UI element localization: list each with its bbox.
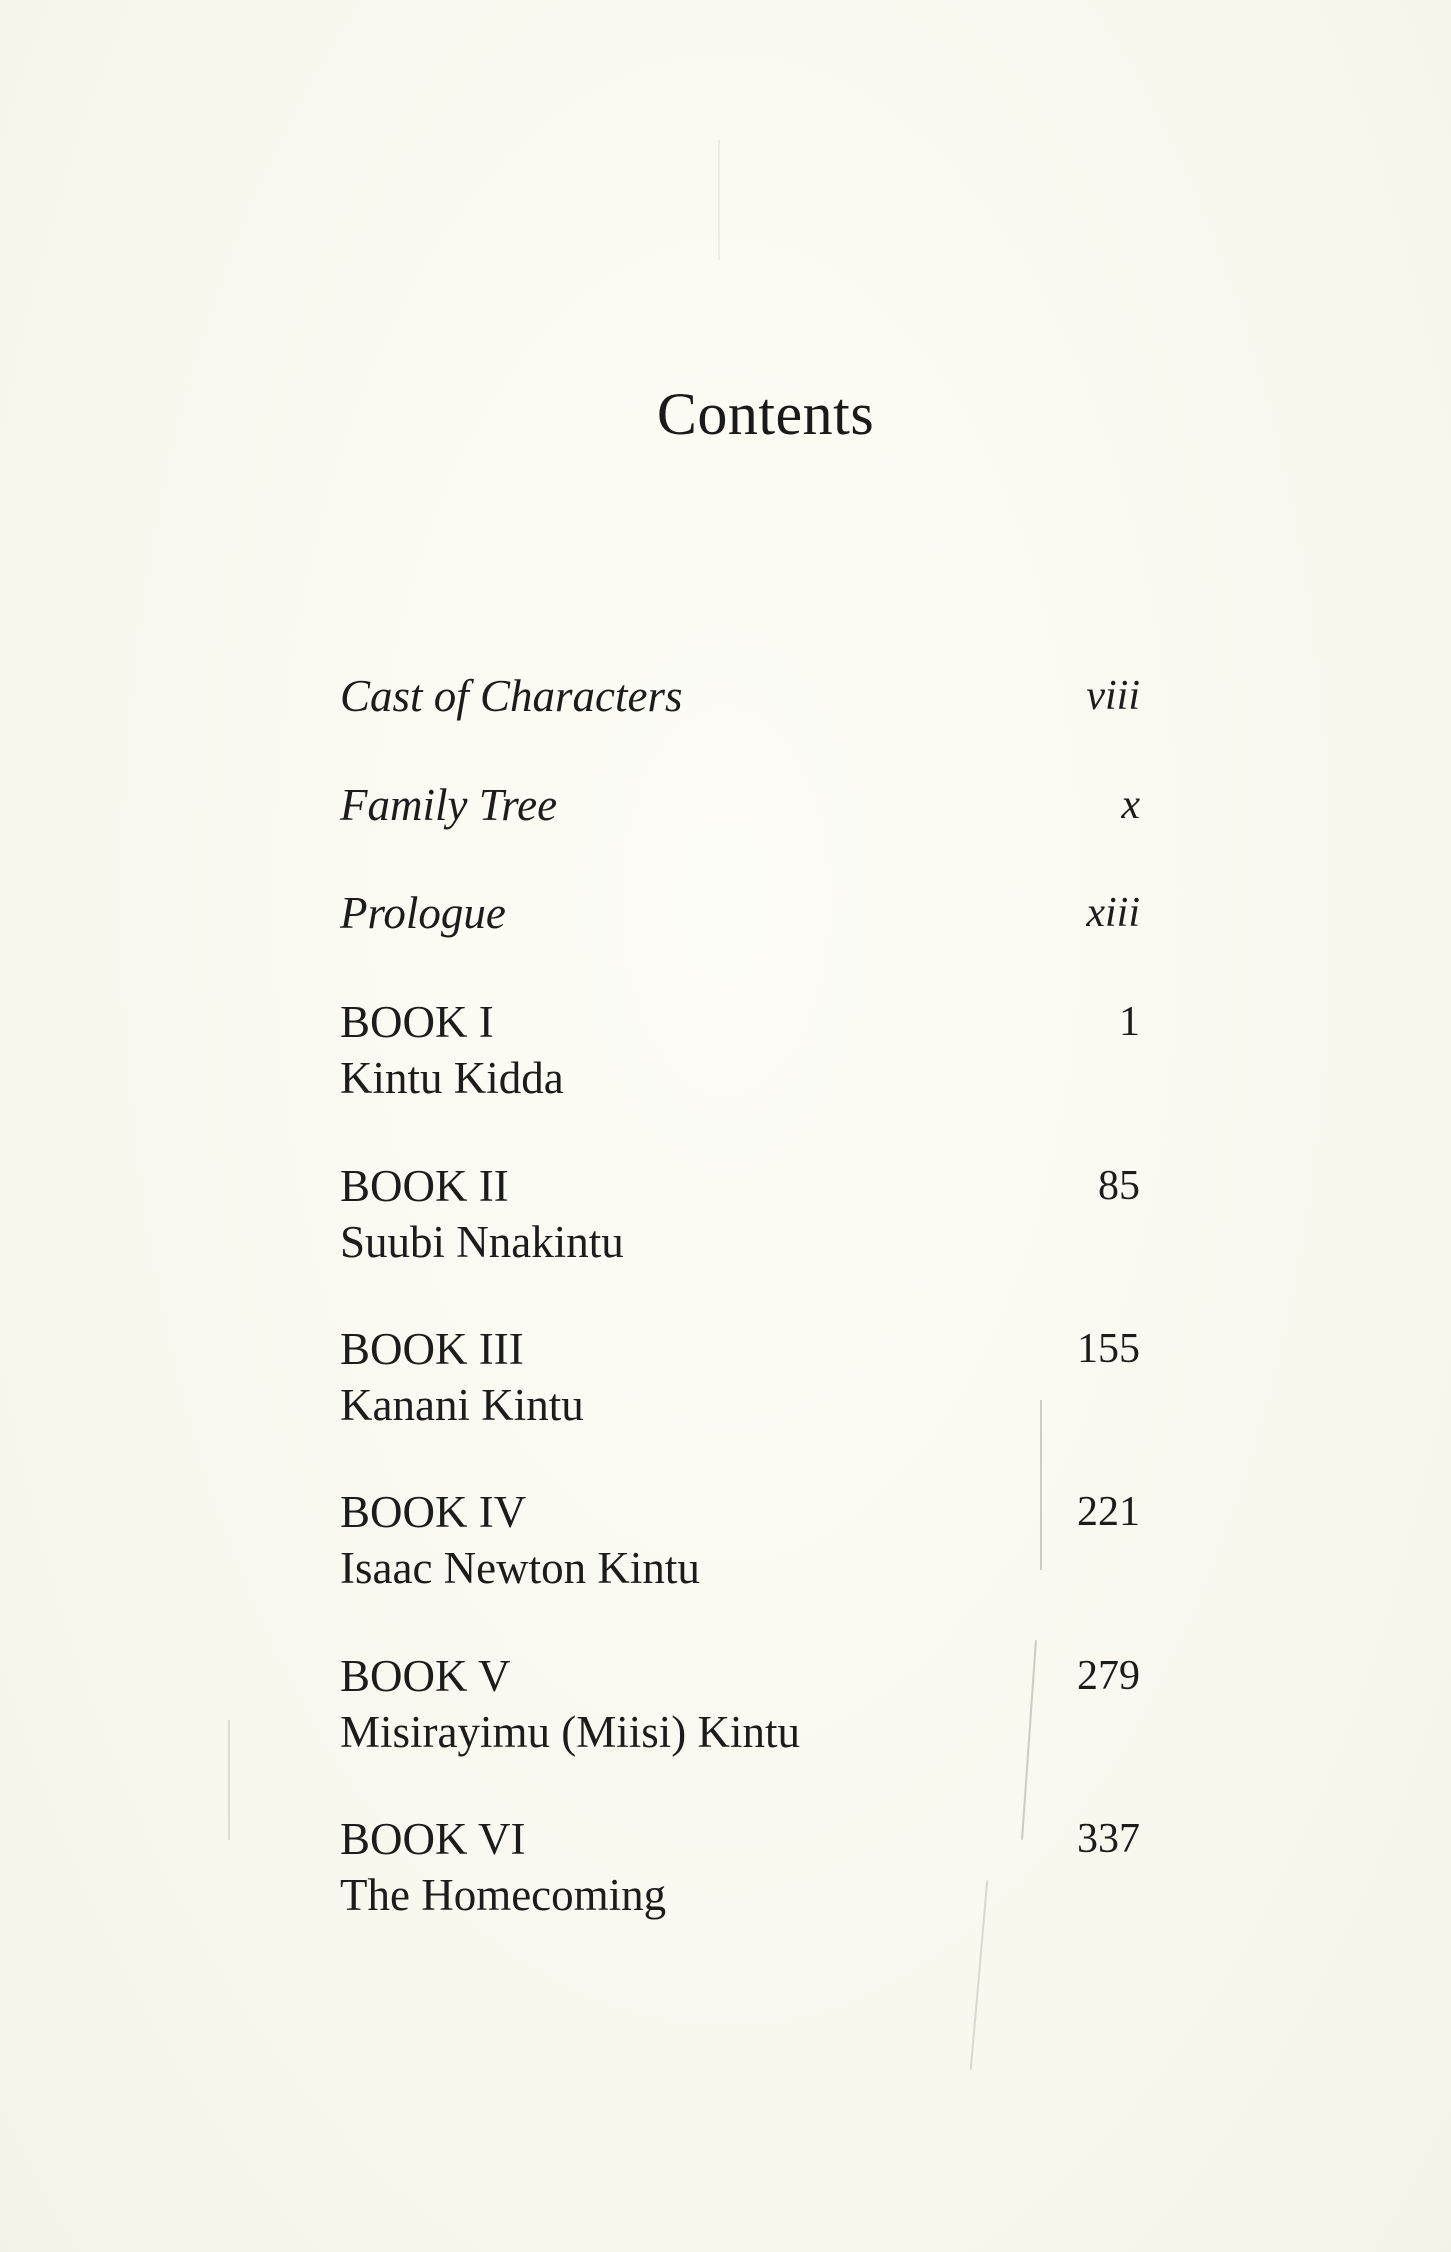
toc-entry-subtitle: Misirayimu (Miisi) Kintu bbox=[340, 1707, 800, 1757]
toc-entry-label: Cast of Characters bbox=[340, 671, 683, 721]
toc-entry-page: viii bbox=[1086, 673, 1140, 719]
toc-entry-page: 1 bbox=[1119, 999, 1140, 1045]
toc-entry-label: BOOK V bbox=[340, 1651, 511, 1701]
toc-entry-subtitle: Isaac Newton Kintu bbox=[340, 1543, 700, 1593]
toc-entry-label: Family Tree bbox=[340, 780, 558, 830]
toc-entry-book-1 bbox=[340, 994, 1140, 1106]
toc-entry-subtitle: Suubi Nnakintu bbox=[340, 1217, 624, 1267]
toc-entry-book-2 bbox=[340, 1158, 1140, 1270]
toc-entry-cast bbox=[340, 668, 1140, 724]
toc-entry-page: 337 bbox=[1077, 1816, 1140, 1862]
toc-entry-page: 155 bbox=[1077, 1326, 1140, 1372]
toc-entry-book-3 bbox=[340, 1321, 1140, 1433]
toc-entry-book-4 bbox=[340, 1484, 1140, 1596]
page-crease-mark bbox=[718, 140, 720, 260]
page-crease-mark bbox=[228, 1720, 230, 1840]
toc-entry-page: 85 bbox=[1098, 1163, 1140, 1209]
toc-entry-label: BOOK I bbox=[340, 997, 494, 1047]
toc-entry-page: 279 bbox=[1077, 1653, 1140, 1699]
toc-entry-subtitle: The Homecoming bbox=[340, 1870, 667, 1920]
page-title: Contents bbox=[656, 381, 875, 447]
toc-entry-book-6 bbox=[340, 1811, 1140, 1923]
toc-entry-prologue bbox=[340, 885, 1140, 941]
toc-entry-label: Prologue bbox=[340, 888, 506, 938]
toc-entry-label: BOOK IV bbox=[340, 1487, 527, 1537]
toc-entry-subtitle: Kanani Kintu bbox=[340, 1380, 584, 1430]
toc-entry-subtitle: Kintu Kidda bbox=[340, 1053, 564, 1103]
toc-entry-label: BOOK VI bbox=[340, 1814, 526, 1864]
toc-entry-page: x bbox=[1121, 782, 1140, 828]
toc-entry-book-5 bbox=[340, 1648, 1140, 1760]
toc-entry-label: BOOK III bbox=[340, 1324, 524, 1374]
toc-entry-page: 221 bbox=[1077, 1489, 1140, 1535]
toc-entry-family-tree bbox=[340, 777, 1140, 833]
page-crease-mark bbox=[1040, 1400, 1042, 1570]
toc-entry-page: xiii bbox=[1086, 890, 1140, 936]
toc-entry-label: BOOK II bbox=[340, 1161, 509, 1211]
